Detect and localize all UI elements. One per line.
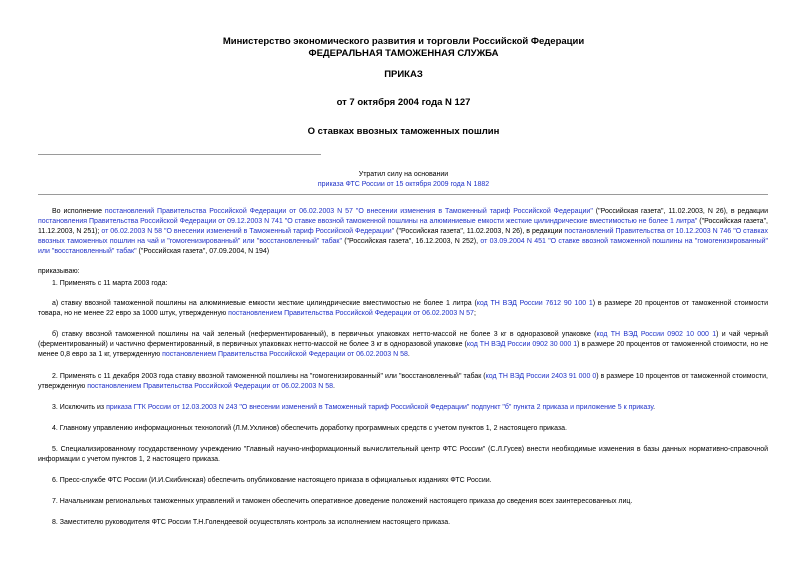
order-word: приказываю: [38, 268, 80, 275]
item-7: 7. Начальникам региональных таможенных управлений и таможен обеспечить оперативное доведение положений настоящего приказа до сведения всех заинтересованных лиц. [52, 498, 633, 505]
subitem-b-link[interactable]: подпункт "б" пункта 2 приказа и приложение 5 к приказу [471, 404, 654, 411]
item-8: 8. Заместителю руководителя ФТС России Т.Н.Голендеевой осуществлять контроль за исполнением настоящего приказа. [52, 519, 451, 526]
doc-title: О ставках ввозных таможенных пошлин [307, 126, 500, 137]
gtk-order-243-link[interactable]: приказа ГТК России от 12.03.2003 N 243 "О внесении изменений в Таможенный тариф Российской Федерации" [106, 404, 470, 411]
code-7612-link[interactable]: код ТН ВЭД России 7612 90 100 1 [476, 300, 593, 307]
ministry-heading: Министерство экономического развития и торговли Российской Федерации [222, 36, 585, 47]
resolution-58-link-2[interactable]: постановлением Правительства Российской Федерации от 06.02.2003 N 58 [162, 351, 408, 358]
full-divider [38, 194, 768, 195]
item-5: 5. Специализированному государственному учреждению "Главный научно-информационный вычислительный центр ФТС России" (С.Л.Гусев) внести необходимые изменения в базы данных нормативно-справочной информации с учетом пунктов 1, 2 настоящего приказа. [38, 446, 768, 463]
short-divider [38, 154, 321, 155]
item-4: 4. Главному управлению информационных технологий (Л.М.Ухлинов) обеспечить доработку программных средств с учетом пунктов 1, 2 настоящего приказа. [52, 425, 567, 432]
lost-force-note: Утратил силу на основании [358, 171, 449, 178]
resolution-57-link-2[interactable]: постановлением Правительства Российской Федерации от 06.02.2003 N 57 [228, 310, 474, 317]
item-3: 3. Исключить из приказа ГТК России от 12.03.2003 N 243 "О внесении изменений в Таможенный тариф Российской Федерации" подпункт "б" пункта 2 приказа и приложение 5 к приказу. [52, 404, 656, 411]
date-number-heading: от 7 октября 2004 года N 127 [336, 97, 471, 108]
code-0902-10-link[interactable]: код ТН ВЭД России 0902 10 000 1 [596, 331, 717, 338]
service-heading: ФЕДЕРАЛЬНАЯ ТАМОЖЕННАЯ СЛУЖБА [308, 48, 499, 59]
doc-type-heading: ПРИКАЗ [384, 69, 423, 80]
preamble-paragraph: Во исполнение постановлений Правительства Российской Федерации от 06.02.2003 N 57 "О внесении изменения в Таможенный тариф Российской Федерации" ("Российская газета", 11.02.2003, N 26), в редакции постановления Правительства Российской Федерации от 09.12.2003 N 741 "О ставке ввозной таможенной пошлины на алюминиевые емкости жесткие цилиндрические вместимостью не более 1 литра" ("Российская газета", 11.12.2003, N 251); от 06.02.2003 N 58 "О внесении изменений в Таможенный тариф Российской Федерации" ("Российская газета", 11.02.2003, N 26), в редакции постановлений Правительства от 10.12.2003 N 746 "О ставках ввозных таможенных пошлин на чай и "гомогенизированный" или "восстановленный" табак" ("Российская газета", 16.12.2003, N 252), от 03.09.2004 N 451 "О ставке ввозной таможенной пошлины на "гомогенизированный" или "восстановленный" табак" ("Российская газета", 07.09.2004, N 194) [38, 208, 768, 255]
item-6: 6. Пресс-службе ФТС России (И.И.Скибинская) обеспечить опубликование настоящего приказа в официальных изданиях ФТС России. [52, 477, 492, 484]
resolution-58-link[interactable]: от 06.02.2003 N 58 "О внесении изменений в Таможенный тариф Российской Федерации" [101, 228, 395, 235]
resolution-741-link[interactable]: постановления Правительства Российской Федерации от 09.12.2003 N 741 "О ставке ввозной таможенной пошлины на алюминиевые емкости жесткие цилиндрические вместимостью не более 1 литра" [38, 218, 698, 225]
resolution-57-link[interactable]: постановлений Правительства Российской Федерации от 06.02.2003 N 57 "О внесении изменения в Таможенный тариф Российской Федерации" [104, 208, 593, 215]
resolution-746-link[interactable]: постановлений Правительства от 10.12.2003 N 746 "О ставках ввозных таможенных пошлин на чай и "гомогенизированный" или "восстановленный" табак" [38, 228, 768, 245]
code-2403-link[interactable]: код ТН ВЭД России 2403 91 000 0 [485, 373, 597, 380]
item-1: 1. Применять с 11 марта 2003 года: [52, 280, 168, 287]
item-1a: а) ставку ввозной таможенной пошлины на алюминиевые емкости жесткие цилиндрические вместимостью не более 1 литра (код ТН ВЭД России 7612 90 100 1) в размере 20 процентов от таможенной стоимости товара, но не менее 22 евро за 1000 штук, утвержденную постановлением Правительства Российской Федерации от 06.02.2003 N 57; [38, 300, 769, 317]
code-0902-30-link[interactable]: код ТН ВЭД России 0902 30 000 1 [466, 341, 578, 348]
resolution-451-link[interactable]: от 03.09.2004 N 451 "О ставке ввозной таможенной пошлины на "гомогенизированный" или "восстановленный" табак" [38, 238, 768, 255]
item-2: 2. Применять с 11 декабря 2003 года ставку ввозной таможенной пошлины на "гомогенизированный" или "восстановленный" табак (код ТН ВЭД России 2403 91 000 0) в размере 10 процентов от таможенной стоимости, утвержденную постановлением Правительства Российской Федерации от 06.02.2003 N 58. [38, 373, 769, 390]
resolution-58-link-3[interactable]: постановлением Правительства Российской Федерации от 06.02.2003 N 58 [87, 383, 334, 390]
basis-order-link[interactable]: приказа ФТС России от 15 октября 2009 года N 1882 [317, 181, 490, 188]
item-1b: б) ставку ввозной таможенной пошлины на чай зеленый (неферментированный), в первичных упаковках нетто-массой не более 3 кг в одноразовой упаковке (код ТН ВЭД России 0902 10 000 1) и чай черный (ферментированный) и частично ферментированный, в первичных упаковках нетто-массой не более 3 кг в одноразовой упаковке (код ТН ВЭД России 0902 30 000 1) в размере 20 процентов от таможенной стоимости, но не менее 0,8 евро за 1 кг, утвержденную постановлением Правительства Российской Федерации от 06.02.2003 N 58. [38, 331, 769, 358]
